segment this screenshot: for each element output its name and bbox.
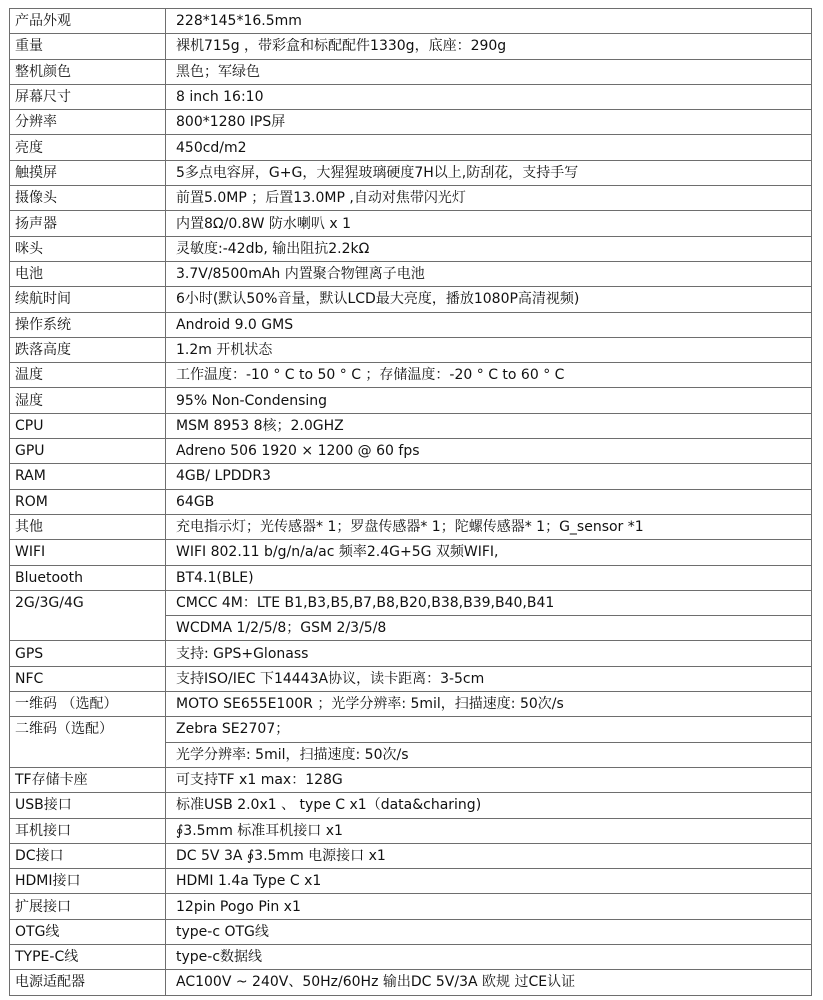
- spec-label: TYPE-C线: [10, 944, 166, 969]
- spec-row: [10, 110, 812, 135]
- spec-value: 内置8Ω/0.8W 防水喇叭 x 1: [166, 211, 812, 236]
- spec-value: ∮3.5mm 标准耳机接口 x1: [166, 818, 812, 843]
- spec-label: 亮度: [10, 135, 166, 160]
- spec-label: 重量: [10, 34, 166, 59]
- spec-row: [10, 818, 812, 843]
- spec-label: 分辨率: [10, 110, 166, 135]
- spec-value: 支持: GPS+Glonass: [166, 641, 812, 666]
- spec-value: 灵敏度:-42db, 输出阻抗2.2kΩ: [166, 236, 812, 261]
- spec-value: Adreno 506 1920 × 1200 @ 60 fps: [166, 439, 812, 464]
- spec-row: [10, 160, 812, 185]
- spec-value: 5多点电容屏，G+G，大猩猩玻璃硬度7H以上,防刮花，支持手写: [166, 160, 812, 185]
- spec-row: [10, 489, 812, 514]
- spec-value: 充电指示灯；光传感器* 1；罗盘传感器* 1；陀螺传感器* 1；G_sensor *1: [166, 514, 812, 539]
- spec-value: 黑色；军绿色: [166, 59, 812, 84]
- spec-row: [10, 337, 812, 362]
- spec-row: [10, 919, 812, 944]
- spec-row: [10, 641, 812, 666]
- spec-label: ROM: [10, 489, 166, 514]
- spec-row: [10, 236, 812, 261]
- spec-label: 其他: [10, 514, 166, 539]
- spec-label: 二维码（选配）: [10, 717, 166, 768]
- spec-row: [10, 211, 812, 236]
- spec-value: type-c数据线: [166, 944, 812, 969]
- spec-value: 支持ISO/IEC 下14443A协议，读卡距离：3-5cm: [166, 666, 812, 691]
- spec-label: 电池: [10, 261, 166, 286]
- spec-row: [10, 869, 812, 894]
- spec-row: [10, 970, 812, 995]
- spec-label: 耳机接口: [10, 818, 166, 843]
- spec-label: 电源适配器: [10, 970, 166, 995]
- spec-label: GPS: [10, 641, 166, 666]
- spec-label: 扩展接口: [10, 894, 166, 919]
- spec-label: 触摸屏: [10, 160, 166, 185]
- spec-label: 摄像头: [10, 186, 166, 211]
- spec-value: 95% Non-Condensing: [166, 388, 812, 413]
- spec-value: 12pin Pogo Pin x1: [166, 894, 812, 919]
- spec-label: 操作系统: [10, 312, 166, 337]
- spec-value: BT4.1(BLE): [166, 565, 812, 590]
- spec-value: MSM 8953 8核；2.0GHZ: [166, 413, 812, 438]
- spec-value: WCDMA 1/2/5/8；GSM 2/3/5/8: [166, 616, 812, 641]
- spec-row: [10, 464, 812, 489]
- spec-label: OTG线: [10, 919, 166, 944]
- spec-label: Bluetooth: [10, 565, 166, 590]
- spec-value: 工作温度：-10 ° C to 50 ° C ；存储温度：-20 ° C to 60 ° C: [166, 363, 812, 388]
- spec-value: DC 5V 3A ∮3.5mm 电源接口 x1: [166, 843, 812, 868]
- spec-value: 3.7V/8500mAh 内置聚合物锂离子电池: [166, 261, 812, 286]
- spec-label: WIFI: [10, 540, 166, 565]
- spec-label: 产品外观: [10, 9, 166, 34]
- spec-row: [10, 692, 812, 717]
- spec-sheet: [9, 8, 812, 996]
- spec-value: 标准USB 2.0x1 、 type C x1（data&charing): [166, 793, 812, 818]
- spec-value: Android 9.0 GMS: [166, 312, 812, 337]
- spec-label: TF存储卡座: [10, 767, 166, 792]
- spec-row: [10, 34, 812, 59]
- spec-label: 跌落高度: [10, 337, 166, 362]
- spec-value: HDMI 1.4a Type C x1: [166, 869, 812, 894]
- spec-label: 温度: [10, 363, 166, 388]
- spec-row: [10, 388, 812, 413]
- spec-table: [9, 8, 812, 996]
- spec-value: 8 inch 16:10: [166, 84, 812, 109]
- spec-value: 6小时(默认50%音量，默认LCD最大亮度，播放1080P高清视频): [166, 287, 812, 312]
- spec-label: GPU: [10, 439, 166, 464]
- spec-row: [10, 312, 812, 337]
- spec-value: AC100V ~ 240V、50Hz/60Hz 输出DC 5V/3A 欧规 过CE认证: [166, 970, 812, 995]
- spec-label: 咪头: [10, 236, 166, 261]
- spec-row: [10, 590, 812, 615]
- spec-label: 湿度: [10, 388, 166, 413]
- spec-row: [10, 843, 812, 868]
- spec-label: 一维码 （选配）: [10, 692, 166, 717]
- spec-row: [10, 767, 812, 792]
- spec-value: 450cd/m2: [166, 135, 812, 160]
- spec-row: [10, 261, 812, 286]
- spec-label: USB接口: [10, 793, 166, 818]
- spec-row: [10, 59, 812, 84]
- spec-label: NFC: [10, 666, 166, 691]
- spec-label: 扬声器: [10, 211, 166, 236]
- spec-row: [10, 514, 812, 539]
- spec-value: 1.2m 开机状态: [166, 337, 812, 362]
- spec-row: [10, 84, 812, 109]
- spec-label: 整机颜色: [10, 59, 166, 84]
- spec-value: 可支持TF x1 max：128G: [166, 767, 812, 792]
- spec-row: [10, 793, 812, 818]
- spec-row: [10, 944, 812, 969]
- spec-value: CMCC 4M：LTE B1,B3,B5,B7,B8,B20,B38,B39,B40,B41: [166, 590, 812, 615]
- spec-row: [10, 439, 812, 464]
- spec-value: WIFI 802.11 b/g/n/a/ac 频率2.4G+5G 双频WIFI,: [166, 540, 812, 565]
- spec-label: 2G/3G/4G: [10, 590, 166, 641]
- spec-value: 228*145*16.5mm: [166, 9, 812, 34]
- spec-value: Zebra SE2707；: [166, 717, 812, 742]
- spec-row: [10, 9, 812, 34]
- spec-row: [10, 413, 812, 438]
- spec-row: [10, 666, 812, 691]
- spec-row: [10, 363, 812, 388]
- spec-value: type-c OTG线: [166, 919, 812, 944]
- spec-value: 前置5.0MP ；后置13.0MP ,自动对焦带闪光灯: [166, 186, 812, 211]
- spec-label: 续航时间: [10, 287, 166, 312]
- spec-label: HDMI接口: [10, 869, 166, 894]
- spec-label: 屏幕尺寸: [10, 84, 166, 109]
- spec-value: 光学分辨率: 5mil，扫描速度: 50次/s: [166, 742, 812, 767]
- spec-value: 64GB: [166, 489, 812, 514]
- spec-row: [10, 186, 812, 211]
- spec-row: [10, 287, 812, 312]
- spec-row: [10, 565, 812, 590]
- spec-row: [10, 894, 812, 919]
- spec-value: 裸机715g ，带彩盒和标配配件1330g，底座：290g: [166, 34, 812, 59]
- spec-label: DC接口: [10, 843, 166, 868]
- spec-value: MOTO SE655E100R ；光学分辨率: 5mil，扫描速度: 50次/s: [166, 692, 812, 717]
- spec-value: 800*1280 IPS屏: [166, 110, 812, 135]
- spec-label: RAM: [10, 464, 166, 489]
- spec-row: [10, 135, 812, 160]
- spec-label: CPU: [10, 413, 166, 438]
- spec-row: [10, 540, 812, 565]
- spec-row: [10, 717, 812, 742]
- spec-value: 4GB/ LPDDR3: [166, 464, 812, 489]
